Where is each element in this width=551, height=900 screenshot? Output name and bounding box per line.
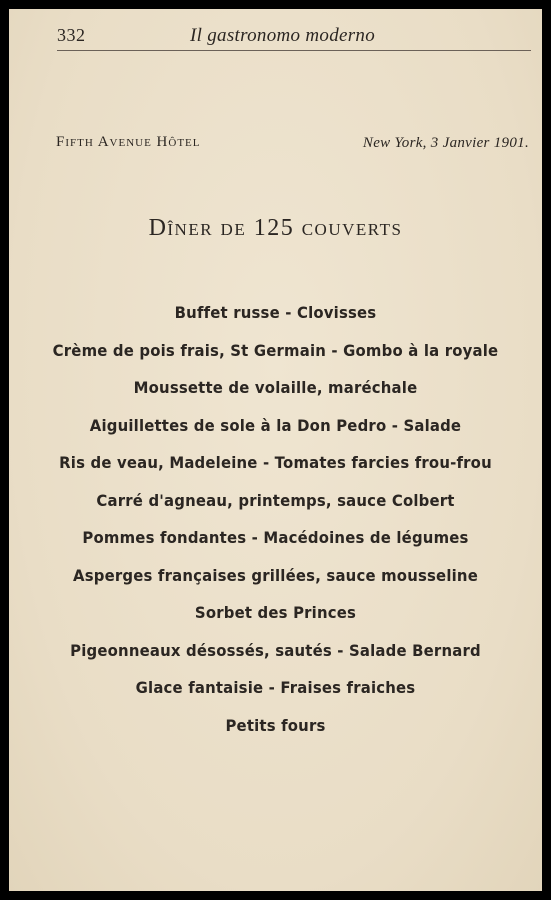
menu-list <box>9 300 542 750</box>
menu-item: Pommes fondantes - Macédoines de légumes <box>82 528 469 547</box>
menu-item: Sorbet des Princes <box>194 603 357 622</box>
menu-item: Crème de pois frais, St Germain - Gombo à la royale <box>52 340 499 360</box>
venue-name: Fifth Avenue Hôtel <box>56 134 201 150</box>
menu-item: Aiguillettes de sole à la Don Pedro - Salade <box>89 415 462 435</box>
menu-item: Buffet russe - Clovisses <box>174 303 377 322</box>
header-rule <box>57 50 531 51</box>
book-page <box>9 9 542 891</box>
running-head <box>9 25 542 49</box>
menu-item: Ris de veau, Madeleine - Tomates farcies frou-frou <box>59 453 492 472</box>
page-number: 332 <box>57 25 86 45</box>
dateline: New York, 3 Janvier 1901. <box>362 135 529 151</box>
menu-item: Glace fantaisie - Fraises fraiches <box>135 678 416 697</box>
menu-item: Petits fours <box>225 715 326 735</box>
menu-heading: Dîner de 125 couverts <box>148 215 403 241</box>
book-title: Il gastronomo moderno <box>190 25 376 46</box>
menu-item: Pigeonneaux désossés, sautés - Salade Bernard <box>70 640 481 660</box>
menu-item: Moussette de volaille, maréchale <box>133 378 418 397</box>
menu-item: Asperges françaises grillées, sauce mousseline <box>73 565 478 585</box>
menu-item: Carré d'agneau, printemps, sauce Colbert <box>96 490 455 510</box>
